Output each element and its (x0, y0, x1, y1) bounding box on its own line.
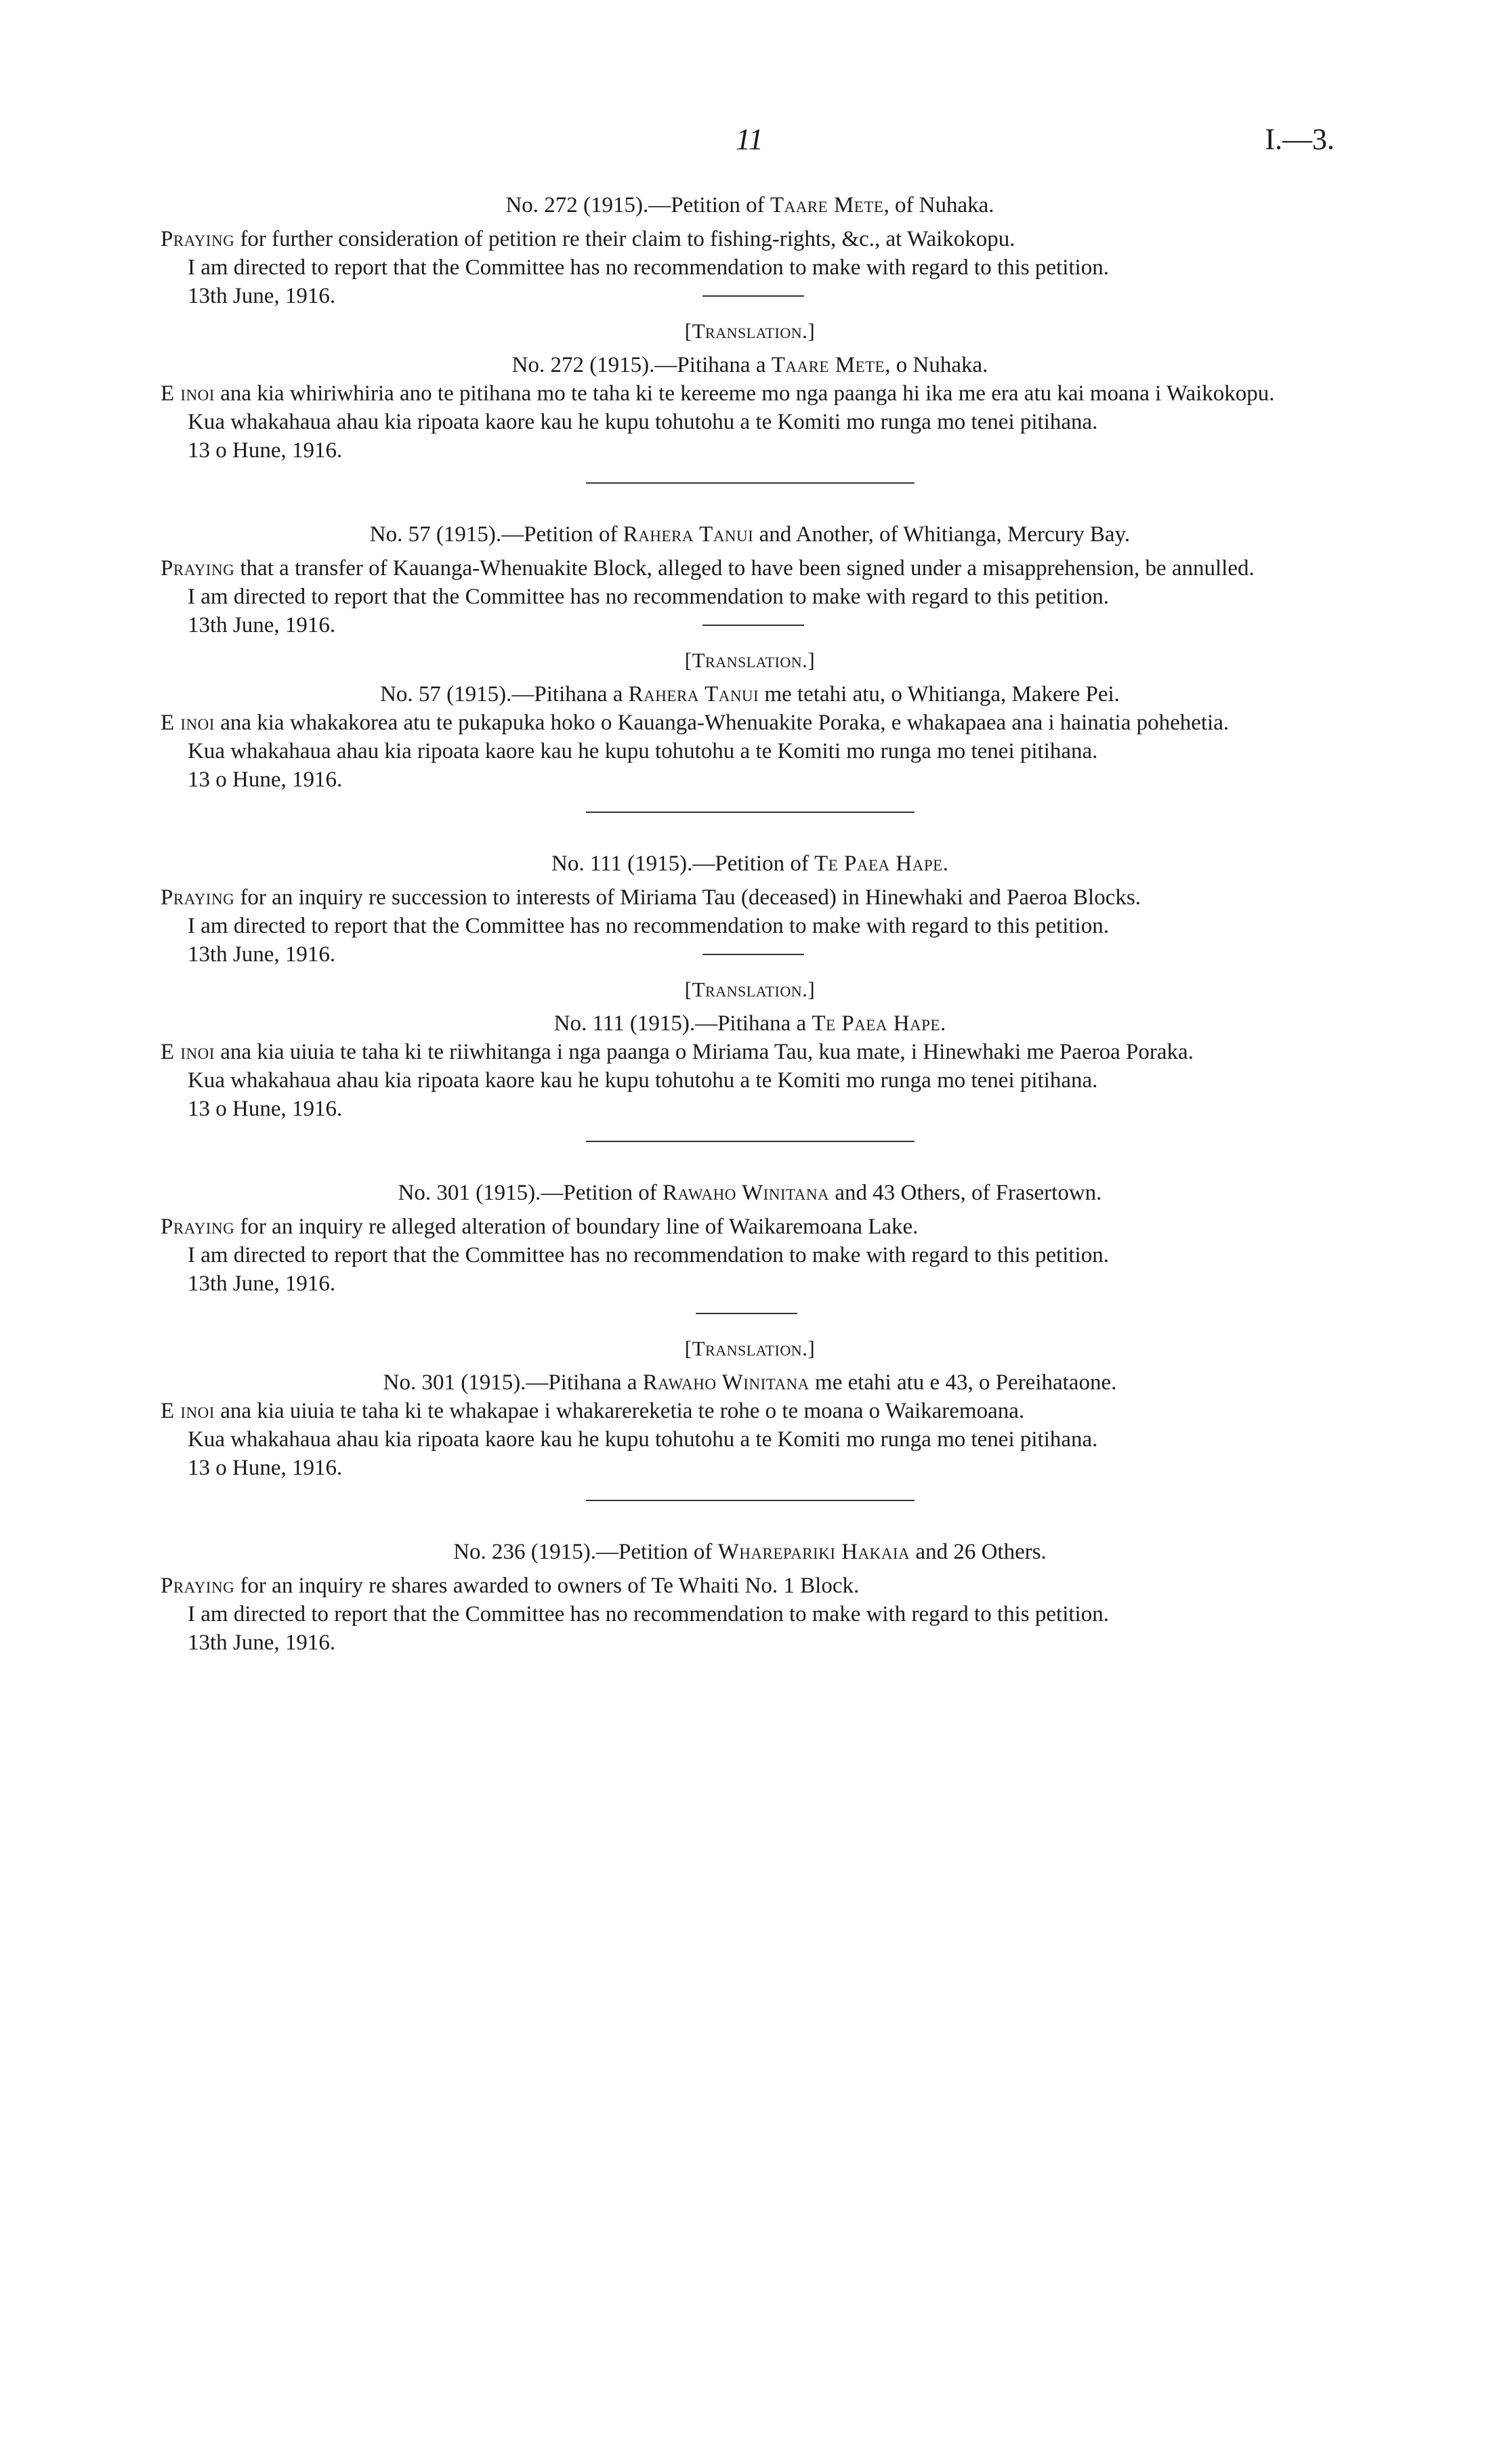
committee-report: I am directed to report that the Committee has no recommendation to make with regard to this petition. (188, 914, 1109, 938)
translation-label: [Translation.] (684, 977, 816, 1001)
report-date: 13th June, 1916. (188, 284, 336, 308)
divider-short (702, 625, 804, 626)
divider-long (586, 482, 915, 484)
praying-paragraph: Praying for an inquiry re alleged alteration of boundary line of Waikaremoana Lake. (161, 1215, 919, 1239)
petition-heading: No. 272 (1915).—Petition of Taare Mete, of Nuhaka. (505, 193, 994, 217)
report-date: 13th June, 1916. (188, 613, 336, 637)
divider-short (702, 295, 804, 297)
translation-date: 13 o Hune, 1916. (188, 1456, 343, 1480)
translation-label: [Translation.] (684, 1337, 816, 1360)
inoi-paragraph: E inoi ana kia uiuia te taha ki te whakapae i whakarereketia te rohe o te moana o Waikaremoana. (161, 1399, 1025, 1423)
inoi-paragraph: E inoi ana kia whakakorea atu te pukapuka hoko o Kauanga-Whenuakite Poraka, e whakapaea ana i hainatia pohehetia. (161, 711, 1230, 735)
translation-report: Kua whakahaua ahau kia ripoata kaore kau he kupu tohutohu a te Komiti mo runga mo tenei pitihana. (188, 739, 1098, 763)
divider-short (702, 954, 804, 955)
page-content (161, 191, 1339, 1657)
translation-date: 13 o Hune, 1916. (188, 1097, 343, 1121)
translation-report: Kua whakahaua ahau kia ripoata kaore kau he kupu tohutohu a te Komiti mo runga mo tenei pitihana. (188, 410, 1098, 434)
report-date: 13th June, 1916. (188, 1271, 336, 1296)
translation-date: 13 o Hune, 1916. (188, 438, 343, 463)
paper-reference: I.—3. (1265, 123, 1335, 156)
divider-long (586, 1500, 915, 1501)
divider-long (586, 812, 915, 813)
translation-heading: No. 111 (1915).—Pitihana a Te Paea Hape. (553, 1011, 946, 1036)
praying-paragraph: Praying for an inquiry re succession to interests of Miriama Tau (deceased) in Hinewhaki and Paeroa Blocks. (161, 885, 1141, 910)
report-date: 13th June, 1916. (188, 1631, 336, 1655)
translation-heading: No. 272 (1915).—Pitihana a Taare Mete, o Nuhaka. (511, 353, 988, 377)
translation-heading: No. 57 (1915).—Pitihana a Rahera Tanui me tetahi atu, o Whitianga, Makere Pei. (380, 682, 1120, 707)
page-number: 11 (736, 123, 763, 156)
committee-report: I am directed to report that the Committee has no recommendation to make with regard to this petition. (188, 1602, 1109, 1626)
committee-report: I am directed to report that the Committee has no recommendation to make with regard to this petition. (188, 255, 1109, 280)
petition-section (161, 191, 1339, 484)
petition-section (161, 520, 1339, 813)
committee-report: I am directed to report that the Committee has no recommendation to make with regard to this petition. (188, 1243, 1109, 1267)
praying-paragraph: Praying for further consideration of petition re their claim to fishing-rights, &c., at Waikokopu. (161, 227, 1015, 251)
petition-heading: No. 111 (1915).—Petition of Te Paea Hape. (551, 851, 948, 876)
inoi-paragraph: E inoi ana kia whiriwhiria ano te pitihana mo te taha ki te kereeme mo nga paanga hi ika me era atu kai moana i Waikokopu. (161, 381, 1275, 406)
petition-heading: No. 236 (1915).—Petition of Wharepariki Hakaia and 26 Others. (453, 1540, 1047, 1564)
inoi-paragraph: E inoi ana kia uiuia te taha ki te riiwhitanga i nga paanga o Miriama Tau, kua mate, i Hinewhaki me Paeroa Poraka. (161, 1040, 1194, 1064)
praying-paragraph: Praying for an inquiry re shares awarded to owners of Te Whaiti No. 1 Block. (161, 1574, 860, 1598)
praying-paragraph: Praying that a transfer of Kauanga-Whenuakite Block, alleged to have been signed under a misapprehension, be annulled. (161, 556, 1255, 581)
petition-section (161, 849, 1339, 1142)
translation-report: Kua whakahaua ahau kia ripoata kaore kau he kupu tohutohu a te Komiti mo runga mo tenei pitihana. (188, 1427, 1098, 1452)
translation-label: [Translation.] (684, 648, 816, 672)
divider-short (696, 1313, 797, 1314)
petition-heading: No. 57 (1915).—Petition of Rahera Tanui and Another, of Whitianga, Mercury Bay. (369, 522, 1131, 547)
report-date: 13th June, 1916. (188, 942, 336, 967)
translation-date: 13 o Hune, 1916. (188, 767, 343, 792)
translation-report: Kua whakahaua ahau kia ripoata kaore kau he kupu tohutohu a te Komiti mo runga mo tenei pitihana. (188, 1068, 1098, 1093)
petition-section (161, 1179, 1339, 1501)
translation-heading: No. 301 (1915).—Pitihana a Rawaho Winitana me etahi atu e 43, o Pereihataone. (383, 1370, 1117, 1395)
committee-report: I am directed to report that the Committee has no recommendation to make with regard to this petition. (188, 585, 1109, 609)
divider-long (586, 1141, 915, 1142)
petition-heading: No. 301 (1915).—Petition of Rawaho Winitana and 43 Others, of Frasertown. (398, 1181, 1102, 1205)
translation-label: [Translation.] (684, 319, 816, 343)
petition-section (161, 1538, 1339, 1657)
